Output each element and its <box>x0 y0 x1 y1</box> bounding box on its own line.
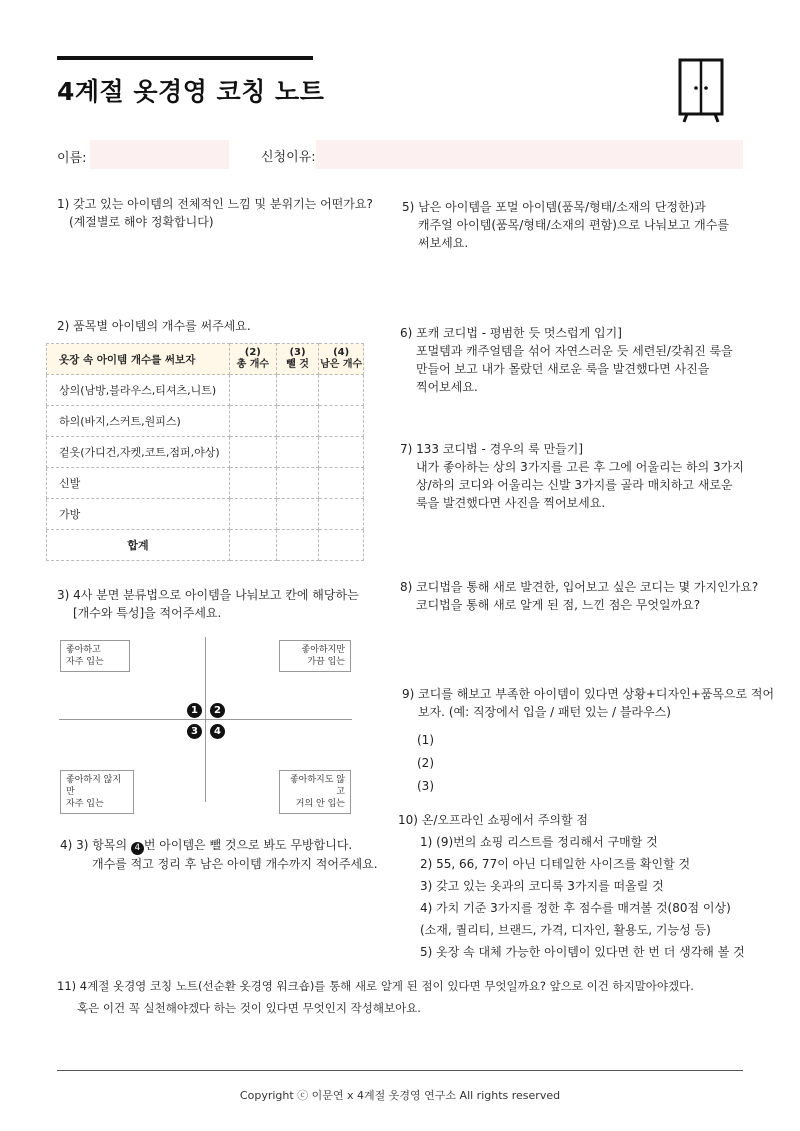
total-label: 합계 <box>47 530 230 561</box>
question-5-line-2: 캐주얼 아이템(품목/형태/소재의 편함)으로 나눠보고 개수를 <box>418 218 729 232</box>
count-cell[interactable] <box>276 468 319 499</box>
question-5 <box>402 198 729 252</box>
count-cell[interactable] <box>319 468 364 499</box>
footer-divider <box>57 1070 743 1071</box>
list-item: 1) (9)번의 쇼핑 리스트를 정리해서 구매할 것 <box>420 835 658 849</box>
table-header-main: 옷장 속 아이템 개수를 써보자 <box>47 344 230 375</box>
question-11-line-1: 11) 4계절 옷경영 코칭 노트(선순환 옷경영 워크숍)를 통해 새로 알게 된 점이 있다면 무엇일까요? 앞으로 이건 하지말아야겠다. <box>57 979 694 993</box>
question-3-line-1: 3) 4사 분면 분류법으로 아이템을 나눠보고 칸에 해당하는 <box>57 588 359 602</box>
quadrant-number-2 <box>210 703 225 718</box>
quadrant-label: 자주 입는 <box>66 799 104 809</box>
title-bar-decoration <box>57 56 313 60</box>
question-6-line-3: 만들어 보고 내가 몰랐던 새로운 룩을 발견했다면 사진을 <box>416 362 710 376</box>
count-cell[interactable] <box>319 499 364 530</box>
col-number: (2) <box>244 347 261 358</box>
col-number: (4) <box>333 347 350 358</box>
row-label: 겉옷(가디건,자켓,코트,점퍼,야상) <box>47 437 230 468</box>
count-cell[interactable] <box>276 437 319 468</box>
count-cell[interactable] <box>276 530 319 561</box>
count-cell[interactable] <box>276 375 319 406</box>
circled-number-4: 4 <box>131 842 144 855</box>
quadrant-label: 좋아하지 않지만 <box>66 775 122 797</box>
count-cell[interactable] <box>230 406 277 437</box>
count-cell[interactable] <box>230 437 277 468</box>
row-label: 가방 <box>47 499 230 530</box>
count-cell[interactable] <box>230 530 277 561</box>
table-header-total-count <box>230 344 277 375</box>
question-8 <box>400 578 758 614</box>
table-row <box>47 375 364 406</box>
question-9-line-1: 9) 코디를 해보고 부족한 아이템이 있다면 상황+디자인+품목으로 적어 <box>402 687 775 701</box>
list-item: 2) 55, 66, 77이 아닌 디테일한 사이즈를 확인할 것 <box>420 857 691 871</box>
number-text: 1 <box>191 705 198 716</box>
question-5-line-1: 5) 남은 아이템을 포멀 아이템(품목/형태/소재의 단정한)과 <box>402 200 706 214</box>
name-label: 이름: <box>57 151 87 166</box>
question-6-line-2: 포멀템과 캐주얼템을 섞어 자연스러운 듯 세련된/갖춰진 룩을 <box>416 344 733 358</box>
count-cell[interactable] <box>230 468 277 499</box>
question-5-line-3: 써보세요. <box>418 236 469 250</box>
question-7-line-3: 상/하의 코디와 어울리는 신발 3가지를 골라 매치하고 새로운 <box>416 478 733 492</box>
col-label: 총 개수 <box>236 359 270 370</box>
question-8-line-2: 코디법을 통해 새로 알게 된 점, 느낀 점은 무엇일까요? <box>416 598 701 612</box>
col-label: 뺄 것 <box>286 359 309 370</box>
number-text: 3 <box>191 726 198 737</box>
list-item: (소재, 퀄리티, 브랜드, 가격, 디자인, 활용도, 기능성 등) <box>420 923 711 937</box>
quadrant-label: 좋아하지도 않고 <box>289 775 345 797</box>
number-text: 2 <box>214 705 221 716</box>
quadrant-top-right-box <box>279 640 351 672</box>
count-cell[interactable] <box>319 437 364 468</box>
question-3 <box>57 586 359 622</box>
count-cell[interactable] <box>319 375 364 406</box>
list-item: 3) 갖고 있는 옷과의 코디룩 3가지를 떠올릴 것 <box>420 879 664 893</box>
question-11-line-2: 혹은 이건 꼭 실천해야겠다 하는 것이 있다면 무엇인지 작성해보아요. <box>77 1001 421 1015</box>
item-count-table <box>46 343 364 561</box>
question-11 <box>57 975 757 1019</box>
row-label: 상의(남방,블라우스,티셔츠,니트) <box>47 375 230 406</box>
question-2: 2) 품목별 아이템의 개수를 써주세요. <box>57 319 251 333</box>
quadrant-number-1 <box>187 703 202 718</box>
quadrant-number-4 <box>210 724 225 739</box>
question-7 <box>400 440 744 512</box>
count-cell[interactable] <box>319 406 364 437</box>
quadrant-label: 자주 입는 <box>66 657 104 667</box>
question-4-line-2: 개수를 적고 정리 후 남은 아이템 개수까지 적어주세요. <box>92 857 378 871</box>
number-text: 4 <box>214 726 221 737</box>
question-1-line-1: 1) 갖고 있는 아이템의 전체적인 느낌 및 분위기는 어떤가요? <box>57 197 373 211</box>
page-title: 4계절 옷경영 코칭 노트 <box>57 77 325 106</box>
quadrant-label: 좋아하고 <box>66 645 101 655</box>
table-row <box>47 406 364 437</box>
quadrant-horizontal-axis <box>59 719 352 720</box>
question-4-prefix: 4) 3) 항목의 <box>60 838 128 852</box>
question-6-line-1: 6) 포캐 코디법 - 평범한 듯 멋스럽게 입기] <box>400 326 622 340</box>
question-9 <box>402 685 774 721</box>
question-8-line-1: 8) 코디법을 통해 새로 발견한, 입어보고 싶은 코디는 몇 가지인가요? <box>400 580 759 594</box>
question-1 <box>57 195 373 231</box>
quadrant-label: 좋아하지만 <box>301 645 345 655</box>
quadrant-bottom-left-box <box>60 770 134 814</box>
question-9-line-2: 보자. (예: 직장에서 입을 / 패턴 있는 / 블라우스) <box>418 705 671 719</box>
table-row <box>47 499 364 530</box>
row-label: 신발 <box>47 468 230 499</box>
shopping-list <box>417 729 434 798</box>
list-item: (1) <box>417 733 434 747</box>
table-row <box>47 437 364 468</box>
question-10-title: 10) 온/오프라인 쇼핑에서 주의할 점 <box>398 813 588 827</box>
question-1-line-2: (계절별로 해야 정확합니다) <box>69 215 214 229</box>
question-6 <box>400 324 733 396</box>
quadrant-label: 가끔 입는 <box>307 657 345 667</box>
name-field[interactable] <box>90 140 229 169</box>
question-7-line-2: 내가 좋아하는 상의 3가지를 고른 후 그에 어울리는 하의 3가지 <box>416 460 744 474</box>
col-label: 남은 개수 <box>320 359 363 370</box>
reason-field[interactable] <box>316 140 743 169</box>
table-row <box>47 468 364 499</box>
list-item: 5) 옷장 속 대체 가능한 아이템이 있다면 한 번 더 생각해 볼 것 <box>420 945 745 959</box>
shopping-tips-list <box>420 831 745 963</box>
count-cell[interactable] <box>276 499 319 530</box>
row-label: 하의(바지,스커트,원피스) <box>47 406 230 437</box>
table-total-row <box>47 530 364 561</box>
list-item: 4) 가치 기준 3가지를 정한 후 점수를 매겨볼 것(80점 이상) <box>420 901 731 915</box>
count-cell[interactable] <box>230 375 277 406</box>
count-cell[interactable] <box>276 406 319 437</box>
col-number: (3) <box>289 347 306 358</box>
table-header-remaining <box>319 344 364 375</box>
quadrant-top-left-box <box>60 640 130 672</box>
question-4 <box>60 836 378 873</box>
list-item: (3) <box>417 779 434 793</box>
question-6-line-4: 찍어보세요. <box>416 380 478 394</box>
quadrant-label: 거의 안 입는 <box>295 799 345 809</box>
question-3-line-2: [개수와 특성]을 적어주세요. <box>73 606 222 620</box>
count-cell[interactable] <box>230 499 277 530</box>
copyright-text: Copyright ⓒ 이문연 x 4계절 옷경영 연구소 All rights reserved <box>239 1089 561 1102</box>
count-cell[interactable] <box>319 530 364 561</box>
quadrant-number-3 <box>187 724 202 739</box>
question-7-line-4: 룩을 발견했다면 사진을 찍어보세요. <box>416 496 606 510</box>
table-header-row <box>47 344 364 375</box>
wardrobe-icon <box>677 58 725 124</box>
reason-label: 신청이유: <box>261 150 316 165</box>
question-7-line-1: 7) 133 코디법 - 경우의 룩 만들기] <box>400 442 584 456</box>
question-4-suffix: 번 아이템은 뺄 것으로 봐도 무방합니다. <box>143 838 353 852</box>
quadrant-bottom-right-box <box>279 770 351 814</box>
list-item: (2) <box>417 756 434 770</box>
table-header-remove <box>276 344 319 375</box>
